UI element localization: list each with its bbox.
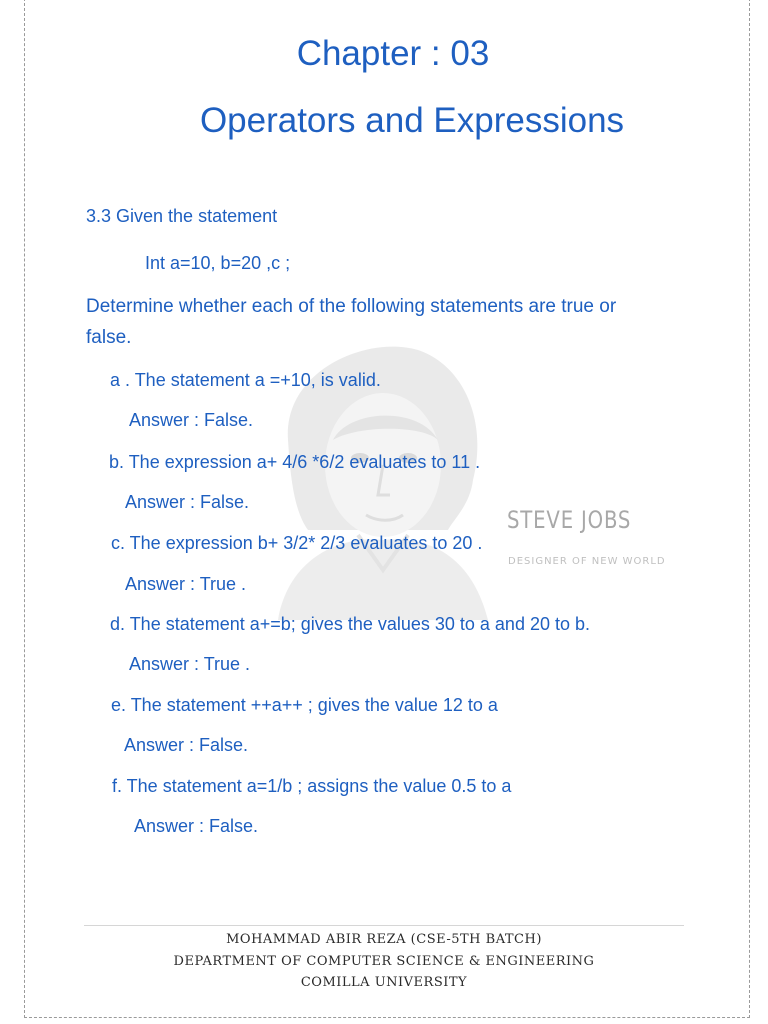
item-c-statement: c. The expression b+ 3/2* 2/3 evaluates to 20 . (111, 533, 483, 553)
watermark-name: STEVE JOBS (507, 506, 632, 534)
footer-department: DEPARTMENT OF COMPUTER SCIENCE & ENGINEERING (173, 954, 595, 969)
footer-author: MOHAMMAD ABIR REZA (CSE-5TH BATCH) (226, 932, 542, 947)
chapter-title: Operators and Expressions (199, 101, 625, 140)
item-d-answer: Answer : True . (129, 654, 251, 674)
item-d-statement: d. The statement a+=b; gives the values 30 to a and 20 to b. (110, 614, 590, 634)
item-e-answer: Answer : False. (124, 735, 249, 755)
item-f-statement: f. The statement a=1/b ; assigns the value 0.5 to a (112, 776, 512, 796)
chapter-heading: Chapter : 03 (296, 34, 490, 73)
item-f-answer: Answer : False. (134, 816, 259, 836)
question-instruction-line2: false. (86, 327, 132, 348)
item-e-statement: e. The statement ++a++ ; gives the value 12 to a (111, 695, 498, 715)
question-code: Int a=10, b=20 ,c ; (145, 253, 291, 273)
watermark-tagline: DESIGNER OF NEW WORLD (508, 556, 666, 567)
item-a-answer: Answer : False. (129, 410, 254, 430)
item-c-answer: Answer : True . (125, 574, 247, 594)
item-b-answer: Answer : False. (125, 492, 250, 512)
footer-university: COMILLA UNIVERSITY (300, 975, 468, 990)
item-b-statement: b. The expression a+ 4/6 *6/2 evaluates to 11 . (109, 452, 481, 472)
question-instruction-line1: Determine whether each of the following statements are true or (86, 296, 617, 317)
footer-divider (84, 925, 684, 926)
item-a-statement: a . The statement a =+10, is valid. (110, 370, 381, 390)
question-intro: 3.3 Given the statement (86, 206, 278, 226)
